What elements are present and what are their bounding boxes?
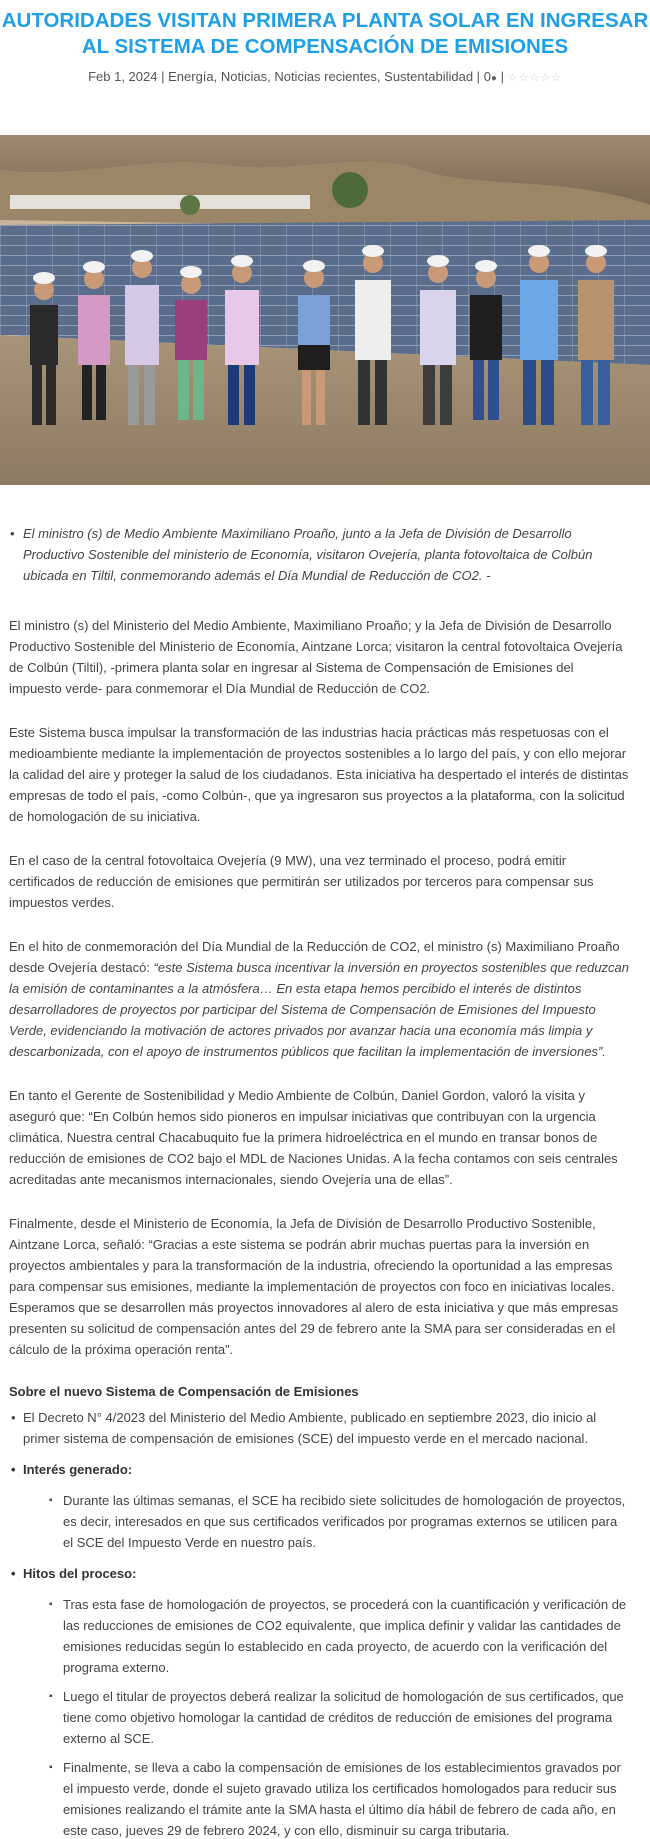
interest-item (9, 1459, 629, 1553)
interest-label: Interés generado: (23, 1462, 133, 1477)
meta-separator: | (476, 69, 481, 84)
hero-photo (0, 135, 650, 485)
meta-separator: | (500, 69, 504, 84)
decree-item: • El Decreto N° 4/2023 del Ministerio del Medio Ambiente, publicado en septiembre 2023, dio inicio al primer sistema de compensación de emisiones (SCE) del impuesto verde en el mercado nacional. (9, 1407, 629, 1449)
comment-count[interactable]: 0 (483, 69, 491, 84)
rating-stars-icon: ☆☆☆☆☆ (507, 72, 562, 84)
list-item: ▪ Tras esta fase de homologación de proyectos, se procederá con la cuantificación y verificación de las reducciones de emisiones de CO2 equivalente, que implica definir y validar las cantidades de emisiones reducidas según lo establecido en cada proyecto, de acuerdo con la verificación del programa externo. (49, 1594, 629, 1678)
milestones-sublist (49, 1594, 629, 1839)
paragraph-with-quote (9, 936, 629, 1062)
comment-icon[interactable]: ● (490, 73, 497, 84)
article-title: AUTORIDADES VISITAN PRIMERA PLANTA SOLAR EN INGRESAR AL SISTEMA DE COMPENSACIÓN DE EMISIONES (1, 9, 649, 58)
post-date: Feb 1, 2024 (88, 69, 158, 84)
paragraph: En el caso de la central fotovoltaica Ovejería (9 MW), una vez terminado el proceso, podrá emitir certificados de reducción de emisiones que permitirán ser utilizados por terceros para compensar sus impuestos verdes. (9, 853, 594, 910)
photo-caption: • El ministro (s) de Medio Ambiente Maximiliano Proaño, junto a la Jefa de División de Desarrollo Productivo Sostenible del ministerio de Economía, visitaron Ovejería, planta fotovoltaica de Colbún ubicada en Tiltil, conmemorando además el Día Mundial de Reducción de CO2. - (23, 523, 629, 586)
interest-sublist (49, 1490, 629, 1553)
list-item: ▪ Finalmente, se lleva a cabo la compensación de emisiones de los establecimientos gravados por el impuesto verde, donde el sujeto gravado utiliza los certificados homologados para reducir sus emisiones realizando el trámite ante la SMA hasta el último día hábil de febrero de cada año, en este caso, jueves 29 de febrero 2024, y con ello, disminuir su carga tributaria. (49, 1757, 629, 1839)
minister-quote: “este Sistema busca incentivar la inversión en proyectos sostenibles que reduzcan la emisión de contaminantes a la atmósfera… En esta etapa hemos percibido el interés de distintos desarrolladores de proyectos por participar del Sistema de Compensación de Emisiones del Impuesto Verde, evidenciando la motivación de actores privados por avanzar hacia una economía más limpia y descarbonizada, con el apoyo de instrumentos públicos que facilitan la implementación de inversiones”. (9, 960, 630, 1059)
meta-separator: | (161, 69, 165, 84)
milestones-label: Hitos del proceso: (23, 1566, 137, 1581)
post-meta (0, 68, 650, 88)
section-heading: Sobre el nuevo Sistema de Compensación de Emisiones (9, 1384, 359, 1399)
paragraph: Este Sistema busca impulsar la transformación de las industrias hacia prácticas más respetuosas con el medioambiente mediante la implementación de proyectos sostenibles a lo largo del país, y con ello mejorar la calidad del aire y proteger la salud de los ciudadanos. Esta iniciativa ha despertado el interés de distintas empresas de todo el país, -como Colbún-, que ya ingresaron sus proyectos a la plataforma, con la solicitud de homologación de su iniciativa. (9, 725, 629, 824)
paragraph: El ministro (s) del Ministerio del Medio Ambiente, Maximiliano Proaño; y la Jefa de División de Desarrollo Productivo Sostenible del Ministerio de Economía, Aintzane Lorca; visitaron la central fotovoltaica Ovejería de Colbún (Tiltil), -primera planta solar en ingresar al Sistema de Compensación de Emisiones del impuesto verde- para conmemorar el Día Mundial de Reducción de CO2. (9, 618, 623, 696)
sce-info-list (9, 1407, 629, 1839)
photo-caption-list (9, 523, 629, 586)
milestones-item (9, 1563, 629, 1839)
paragraph: Finalmente, desde el Ministerio de Economía, la Jefa de División de Desarrollo Productivo Sostenible, Aintzane Lorca, señaló: “Gracias a este sistema se podrán abrir muchas puertas para la inversión en proyectos ambientales y para la transformación de la industria, ofreciendo la oportunidad a las empresas para compensar sus emisiones, mediante la implementación de proyectos con foco en iniciativas locales. Esperamos que se desarrollen más proyectos innovadores al alero de esta iniciativa y que más empresas presenten su solicitud de compensación antes del 29 de febrero ante la SMA para ser consideradas en el cálculo de la próxima operación renta”. (9, 1216, 619, 1357)
paragraph: En tanto el Gerente de Sostenibilidad y Medio Ambiente de Colbún, Daniel Gordon, valoró la visita y aseguró que: “En Colbún hemos sido pioneros en impulsar iniciativas que contribuyan con la urgencia climática. Nuestra central Chacabuquito fue la primera hidroeléctrica en el mundo en transar bonos de reducción de emisiones de CO2 bajo el MDL de Naciones Unidas. A la fecha contamos con seis centrales acreditadas ante mecanismos internacionales, siendo Ovejería una de ellas”. (9, 1088, 618, 1187)
quote-intro: En el hito de conmemoración del Día Mundial de la Reducción de CO2, el ministro (s) Maximiliano Proaño desde Ovejería destacó: (9, 939, 620, 975)
article-body (9, 523, 629, 1839)
list-item: ▪ Durante las últimas semanas, el SCE ha recibido siete solicitudes de homologación de proyectos, es decir, interesados en que sus certificados verificados por programas externos se utilicen para el SCE del Impuesto Verde en nuestro país. (49, 1490, 629, 1553)
list-item: ▪ Luego el titular de proyectos deberá realizar la solicitud de homologación de sus certificados, que tiene como objetivo homologar la cantidad de créditos de reducción de emisiones del programa externo al SCE. (49, 1686, 629, 1749)
solar-plant-group-photo (0, 135, 650, 485)
post-categories[interactable]: Energía, Noticias, Noticias recientes, Sustentabilidad (168, 69, 474, 84)
